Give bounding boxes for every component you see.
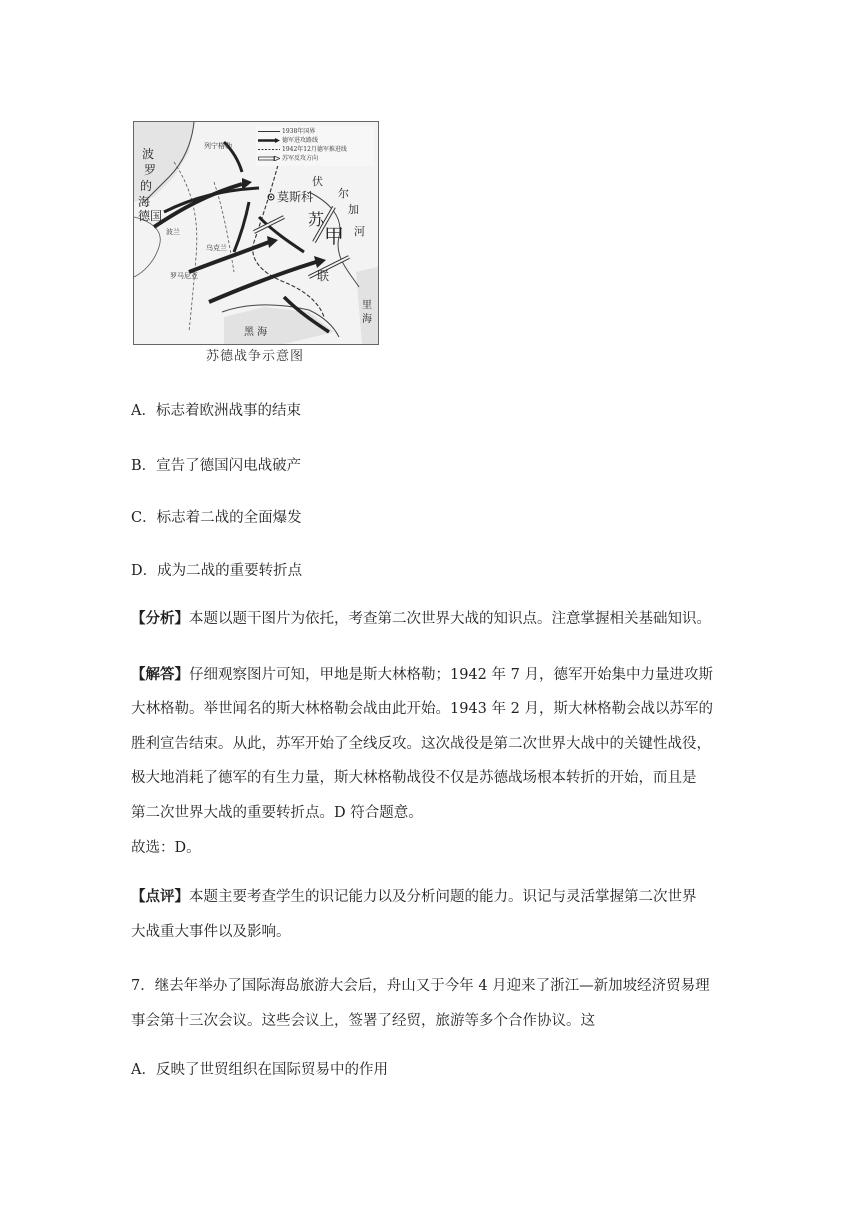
answer-line-5: 第二次世界大战的重要转折点。D 符合题意。 bbox=[131, 805, 423, 821]
map-label-baltic-4: 海 bbox=[138, 195, 151, 209]
option-a: A．标志着欧洲战事的结束 bbox=[131, 403, 301, 419]
map-label-volga-1: 伏 bbox=[312, 175, 323, 188]
option-d: D．成为二战的重要转折点 bbox=[131, 563, 303, 579]
map-label-volga-4: 河 bbox=[354, 225, 365, 238]
legend-label: 苏军反攻方向 bbox=[282, 155, 319, 162]
analysis-text: 本题以题干图片为依托，考查第二次世界大战的知识点。注意掌握相关基础知识。 bbox=[189, 611, 711, 627]
map-legend bbox=[256, 126, 374, 166]
map-label-lian: 联 bbox=[317, 269, 330, 283]
answer-line-4: 极大地消耗了德军的有生力量，斯大林格勒战役不仅是苏德战场根本转折的开始，而且是 bbox=[131, 770, 697, 786]
legend-item-border bbox=[256, 127, 374, 136]
map-label-caspian-2: 海 bbox=[362, 314, 372, 325]
comment-text-1: 本题主要考查学生的识记能力以及分析问题的能力。识记与灵活掌握第二次世界 bbox=[189, 889, 697, 905]
question-7-option-a: A．反映了世贸组织在国际贸易中的作用 bbox=[131, 1062, 388, 1078]
answer-choice: 故选：D。 bbox=[131, 840, 201, 856]
legend-label: 1938年国界 bbox=[282, 128, 316, 135]
map-label-caspian-1: 里 bbox=[362, 300, 372, 311]
legend-item-soviet-counter bbox=[256, 154, 374, 163]
map-image bbox=[133, 121, 379, 345]
legend-label: 德军进攻路线 bbox=[282, 137, 319, 144]
map-label-baltic-3: 的 bbox=[140, 179, 153, 193]
map-label-leningrad: 列宁格勒 bbox=[204, 142, 232, 150]
map-label-baltic-1: 波 bbox=[142, 147, 155, 161]
legend-label: 1942年12月德军推进线 bbox=[282, 146, 347, 153]
map-label-ukraine: 乌克兰 bbox=[206, 244, 227, 252]
legend-item-german-attack bbox=[256, 136, 374, 145]
answer-line-3: 胜利宣告结束。从此，苏军开始了全线反攻。这次战役是第二次世界大战中的关键性战役， bbox=[131, 736, 711, 752]
map-label-jia: 甲 bbox=[324, 224, 344, 248]
comment-tag: 【点评】 bbox=[131, 888, 189, 905]
map-label-moscow: 莫斯科 bbox=[277, 190, 314, 204]
option-b: B．宣告了德国闪电战破产 bbox=[131, 458, 302, 474]
map-label-baltic-2: 罗 bbox=[144, 163, 157, 177]
question-7-line-1: 7．继去年举办了国际海岛旅游大会后，舟山又于今年 4 月迎来了浙江—新加坡经济贸易理 bbox=[131, 978, 710, 994]
answer-line-2: 大林格勒。举世闻名的斯大林格勒会战由此开始。1943 年 2 月，斯大林格勒会战以苏军的 bbox=[131, 701, 713, 717]
map-label-poland: 波兰 bbox=[166, 228, 180, 236]
answer-line-1 bbox=[131, 665, 713, 685]
analysis-tag: 【分析】 bbox=[131, 610, 189, 627]
map-label-volga-2: 尔 bbox=[338, 187, 349, 200]
analysis-paragraph bbox=[131, 609, 711, 629]
option-c: C．标志着二战的全面爆发 bbox=[131, 510, 302, 526]
question-7-line-2: 事会第十三次会议。这些会议上，签署了经贸，旅游等多个合作协议。这 bbox=[131, 1013, 595, 1029]
answer-tag: 【解答】 bbox=[131, 666, 189, 683]
map-label-su: 苏 bbox=[308, 210, 325, 229]
map-label-volga-3: 加 bbox=[348, 203, 359, 216]
comment-line-1 bbox=[131, 887, 697, 907]
answer-text-1: 仔细观察图片可知，甲地是斯大林格勒；1942 年 7 月，德军开始集中力量进攻斯 bbox=[189, 667, 713, 683]
map-figure bbox=[133, 121, 377, 367]
map-caption: 苏德战争示意图 bbox=[205, 349, 304, 364]
map-label-black-sea: 黑 海 bbox=[244, 327, 268, 338]
map-label-germany: 德国 bbox=[138, 209, 163, 223]
map-label-romania: 罗马尼亚 bbox=[170, 272, 198, 280]
comment-line-2: 大战重大事件以及影响。 bbox=[131, 924, 291, 940]
legend-item-frontline bbox=[256, 145, 374, 154]
